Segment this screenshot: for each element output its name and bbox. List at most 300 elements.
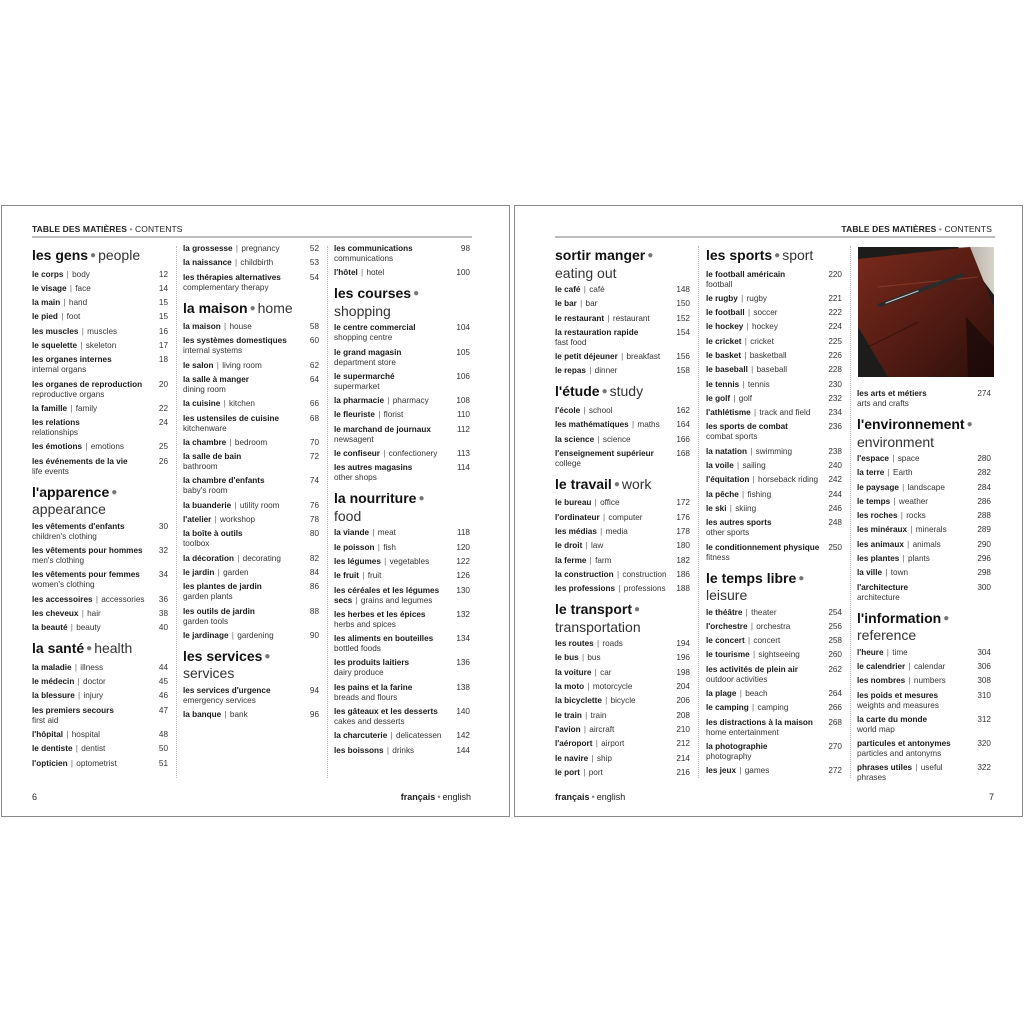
entry-page-number: 288	[977, 511, 991, 521]
section-heading	[857, 417, 991, 450]
entry-page-number: 15	[158, 298, 168, 308]
entry-separator: |	[750, 650, 758, 660]
section-dot: ●	[86, 643, 93, 655]
entry-fr: le poisson	[334, 542, 375, 552]
toc-entry	[706, 665, 842, 685]
entry-page-number: 26	[158, 456, 168, 466]
entry-fr: les poids et mesures	[857, 690, 938, 700]
entry-separator: |	[908, 525, 915, 535]
entry-page-number: 18	[158, 355, 168, 365]
entry-separator: |	[360, 571, 367, 581]
section-heading	[706, 248, 842, 266]
entry-en: beauty	[76, 623, 101, 633]
entry-page-number: 38	[158, 608, 168, 618]
section-title-fr: sortir manger	[555, 247, 646, 263]
toc-entry	[183, 375, 319, 395]
entry-fr: les organes internes	[32, 355, 112, 365]
toc-entry	[183, 476, 319, 496]
toc-entry	[555, 739, 690, 749]
section-heading	[334, 286, 470, 319]
entry-page-number: 300	[977, 582, 991, 592]
entry-fr: la boîte à outils	[183, 529, 243, 539]
entry-en: architecture	[857, 592, 900, 602]
entry-fr: la cuisine	[183, 399, 221, 409]
toc-entry	[183, 438, 319, 448]
entry-fr: la buanderie	[183, 500, 232, 510]
toc-entry	[32, 609, 168, 619]
entry-fr: la banque	[183, 710, 222, 720]
toc-entry	[183, 710, 319, 720]
toc-entry	[183, 452, 319, 472]
entry-page-number: 17	[158, 340, 168, 350]
entry-page-number: 78	[309, 515, 319, 525]
entry-fr: le marchand de journaux	[334, 424, 431, 434]
entry-en: aircraft	[589, 724, 615, 734]
toc-entry	[857, 454, 991, 464]
entry-separator: |	[233, 244, 241, 253]
toc-entry	[555, 696, 690, 706]
entry-separator: |	[600, 512, 608, 522]
section-heading	[555, 384, 690, 402]
entry-fr: les aliments en bouteilles	[334, 634, 434, 644]
toc-entry	[334, 449, 470, 459]
toc-entry	[555, 498, 690, 508]
entry-page-number: 225	[828, 336, 842, 346]
entry-en: fishing	[747, 489, 772, 499]
entry-page-number: 224	[828, 322, 842, 332]
entry-fr: la famille	[32, 403, 68, 413]
entry-en: sightseeing	[758, 650, 800, 660]
toc-entry	[706, 504, 842, 514]
entry-fr: le camping	[706, 703, 749, 713]
entry-fr: les professions	[555, 584, 616, 594]
toc-entry	[706, 475, 842, 485]
entry-fr: l'ordinateur	[555, 512, 600, 522]
entry-separator: |	[577, 299, 585, 309]
entry-page-number: 236	[828, 422, 842, 432]
entry-en: bottled foods	[334, 644, 381, 654]
toc-entry	[857, 715, 991, 735]
entry-fr: le paysage	[857, 482, 899, 492]
toc-entry	[334, 396, 470, 406]
entry-en: games	[744, 766, 770, 776]
toc-entry	[183, 244, 319, 254]
entry-page-number: 156	[676, 352, 690, 362]
section-title-fr: le transport	[555, 601, 633, 618]
entry-en: roads	[602, 639, 623, 649]
toc-entry	[183, 686, 319, 706]
toc-entry	[32, 404, 168, 414]
toc-entry	[857, 554, 991, 564]
toc-entry	[334, 731, 470, 741]
entry-page-number: 136	[456, 658, 470, 668]
entry-fr: les animaux	[857, 539, 904, 549]
entry-fr: le train	[555, 710, 582, 720]
entry-page-number: 82	[309, 553, 319, 563]
toc-entry	[32, 327, 168, 337]
entry-separator: |	[93, 594, 101, 604]
section-dot: ●	[647, 250, 654, 261]
entry-en: dairy produce	[334, 668, 384, 678]
entry-en: particles and antonyms	[857, 749, 942, 759]
toc-entry	[183, 273, 319, 293]
entry-separator: |	[222, 710, 229, 720]
running-header	[841, 224, 992, 234]
toc-entry	[857, 691, 991, 711]
toc-entry	[32, 691, 168, 701]
entry-separator: |	[586, 366, 594, 376]
entry-page-number: 25	[158, 442, 168, 452]
entry-separator: |	[221, 399, 229, 409]
section-title-en: food	[334, 507, 362, 524]
section-title-en: reference	[857, 627, 917, 644]
entry-fr: les activités de plein air	[706, 664, 798, 674]
entry-page-number: 258	[828, 636, 842, 646]
section-title-fr: le travail	[555, 475, 612, 492]
entry-page-number: 66	[309, 399, 319, 409]
entry-page-number: 220	[828, 269, 842, 279]
entry-page-number: 238	[828, 446, 842, 456]
entry-fr: le confiseur	[334, 449, 380, 459]
entry-fr: le fleuriste	[334, 410, 375, 420]
entry-en: soccer	[753, 308, 778, 318]
entry-fr: le squelette	[32, 340, 78, 350]
entry-en: fitness	[706, 552, 730, 562]
entry-separator: |	[745, 308, 753, 318]
toc-entry	[334, 268, 470, 278]
entry-separator: |	[79, 608, 87, 618]
entry-separator: |	[750, 475, 758, 485]
toc-entry	[32, 546, 168, 566]
entry-separator: |	[747, 446, 755, 456]
entry-fr: le jardin	[183, 567, 215, 577]
entry-separator: |	[738, 293, 746, 303]
entry-page-number: 274	[977, 389, 991, 398]
entry-en: car	[600, 667, 612, 677]
entry-en: rocks	[906, 511, 926, 521]
entry-page-number: 106	[456, 371, 470, 381]
entry-separator: |	[597, 526, 605, 536]
entry-en: camping	[757, 703, 789, 713]
toc-column-1	[555, 244, 690, 782]
entry-page-number: 72	[309, 452, 319, 462]
entry-fr: l'athlétisme	[706, 408, 751, 418]
section-heading	[555, 602, 690, 635]
entry-fr: le football	[706, 308, 745, 318]
entry-fr: la plage	[706, 689, 737, 699]
entry-fr: les outils de jardin	[183, 606, 255, 616]
entry-fr: l'hôtel	[334, 268, 358, 278]
entry-en: school	[588, 405, 613, 415]
entry-separator: |	[614, 569, 622, 579]
toc-column-3	[334, 244, 470, 760]
entry-fr: la natation	[706, 446, 747, 456]
entry-separator: |	[744, 322, 752, 332]
section-heading	[32, 248, 168, 266]
entry-en: complementary therapy	[183, 282, 269, 292]
entry-en: fast food	[555, 337, 587, 347]
toc-column-1	[32, 244, 168, 773]
entry-fr: la blessure	[32, 691, 75, 701]
entry-page-number: 126	[456, 571, 470, 581]
section-dot: ●	[774, 250, 781, 261]
toc-entry	[334, 586, 470, 606]
entry-page-number: 53	[309, 258, 319, 268]
section-dot: ●	[613, 478, 620, 490]
entry-en: world map	[857, 724, 895, 734]
entry-page-number: 138	[456, 682, 470, 692]
entry-en: florist	[383, 410, 404, 420]
toc-entry	[555, 711, 690, 721]
entry-page-number: 64	[309, 374, 319, 384]
toc-entry	[334, 410, 470, 420]
entry-page-number: 12	[158, 269, 168, 279]
entry-fr: le grand magasin	[334, 347, 402, 357]
toc-entry	[857, 739, 991, 759]
entry-separator: |	[212, 515, 220, 525]
toc-entry	[555, 682, 690, 692]
entry-page-number: 266	[828, 703, 842, 713]
toc-entry	[334, 658, 470, 678]
entry-separator: |	[585, 682, 592, 692]
entry-separator: |	[381, 556, 389, 566]
toc-entry	[555, 328, 690, 348]
entry-en: garden plants	[183, 592, 233, 602]
entry-en: orchestra	[756, 621, 791, 631]
entry-fr: le dentiste	[32, 744, 73, 754]
section-title-en: study	[609, 383, 644, 400]
entry-separator: |	[358, 268, 366, 278]
section-heading	[857, 611, 991, 644]
entry-fr: le salon	[183, 360, 214, 370]
entry-separator: |	[73, 744, 81, 754]
footer-fr: français	[400, 792, 436, 802]
entry-page-number: 144	[456, 745, 470, 755]
entry-en: train	[590, 710, 607, 720]
entry-separator: |	[370, 528, 377, 538]
column-separator	[698, 246, 699, 778]
toc-entry	[555, 668, 690, 678]
entry-separator: |	[380, 449, 388, 459]
toc-entry	[32, 298, 168, 308]
entry-separator: |	[72, 662, 80, 672]
entry-en: dining room	[183, 384, 226, 394]
entry-page-number: 88	[309, 606, 319, 616]
page-number: 6	[32, 792, 38, 802]
entry-en: dentist	[81, 744, 106, 754]
toc-entry	[706, 718, 842, 738]
toc-entry	[32, 744, 168, 754]
entry-en: outdoor activities	[706, 674, 768, 684]
entry-separator: |	[595, 434, 602, 444]
entry-fr: le médecin	[32, 677, 75, 687]
language-footer	[555, 792, 625, 802]
section-dot: ●	[418, 493, 425, 505]
entry-page-number: 248	[828, 518, 842, 528]
entry-fr: les mathématiques	[555, 420, 629, 430]
entry-page-number: 22	[158, 403, 168, 413]
entry-page-number: 270	[828, 741, 842, 751]
entry-separator: |	[740, 379, 747, 389]
toc-entry	[857, 525, 991, 535]
entry-page-number: 74	[309, 476, 319, 486]
toc-entry	[706, 447, 842, 457]
header-rule	[32, 236, 472, 238]
entry-en: skiing	[735, 503, 757, 513]
entry-page-number: 15	[158, 312, 168, 322]
toc-entry	[857, 763, 991, 783]
toc-entry	[334, 244, 470, 264]
entry-en: bedroom	[234, 437, 268, 447]
language-footer	[401, 792, 471, 802]
entry-fr: les accessoires	[32, 594, 93, 604]
entry-separator: |	[234, 553, 242, 563]
entry-en: living room	[222, 360, 262, 370]
entry-fr: l'espace	[857, 454, 889, 463]
entry-separator: |	[592, 498, 600, 508]
entry-fr: la voiture	[555, 667, 592, 677]
toc-entry	[555, 556, 690, 566]
running-header	[32, 224, 183, 234]
entry-fr: les organes de reproduction	[32, 379, 143, 389]
entry-separator: |	[375, 410, 383, 420]
entry-en: house	[229, 322, 252, 332]
entry-fr: phrases utiles	[857, 763, 913, 773]
entry-page-number: 304	[977, 647, 991, 657]
entry-separator: |	[891, 496, 898, 506]
entry-en: bus	[587, 653, 601, 663]
entry-fr: la viande	[334, 528, 370, 538]
entry-en: baseball	[756, 365, 788, 375]
entry-separator: |	[375, 542, 383, 552]
section-title-en: shopping	[334, 302, 391, 319]
entry-page-number: 232	[828, 393, 842, 403]
toc-entry	[857, 662, 991, 672]
toc-entry	[706, 351, 842, 361]
section-title-fr: les sports	[706, 247, 773, 263]
entry-en: minerals	[915, 525, 947, 535]
entry-separator: |	[64, 269, 72, 279]
toc-entry	[183, 258, 319, 268]
entry-page-number: 244	[828, 489, 842, 499]
toc-entry	[32, 522, 168, 542]
toc-entry	[857, 468, 991, 478]
entry-fr: l'opticien	[32, 758, 68, 768]
entry-fr: les herbes et les épices	[334, 609, 426, 619]
toc-entry	[183, 322, 319, 332]
section-title-fr: les services	[183, 647, 263, 664]
entry-fr: le pied	[32, 312, 58, 322]
entry-en: rugby	[746, 293, 768, 303]
entry-separator: |	[745, 636, 753, 646]
entry-en: landscape	[907, 482, 945, 492]
entry-separator: |	[232, 500, 239, 510]
entry-en: track and field	[759, 408, 811, 418]
toc-entry	[183, 631, 319, 641]
section-heading	[706, 571, 842, 604]
entry-en: golf	[738, 393, 752, 403]
entry-page-number: 308	[977, 676, 991, 686]
toc-entry	[706, 636, 842, 646]
section-heading	[32, 485, 168, 518]
entry-en: breakfast	[626, 352, 661, 362]
entry-page-number: 24	[158, 418, 168, 428]
entry-page-number: 140	[456, 707, 470, 717]
entry-en: emergency services	[183, 695, 256, 705]
entry-fr: le repas	[555, 366, 586, 376]
entry-fr: les communications	[334, 244, 413, 253]
entry-separator: |	[748, 621, 756, 631]
entry-page-number: 320	[977, 739, 991, 749]
toc-entry	[183, 399, 319, 409]
toc-entry	[706, 766, 842, 776]
entry-separator: |	[906, 661, 913, 671]
entry-en: reproductive organs	[32, 389, 105, 399]
entry-fr: les arts et métiers	[857, 389, 927, 398]
entry-en: supermarket	[334, 381, 380, 391]
entry-fr: le conditionnement physique	[706, 542, 820, 552]
entry-page-number: 198	[676, 667, 690, 677]
entry-page-number: 34	[158, 570, 168, 580]
toc-entry	[183, 515, 319, 525]
toc-entry	[555, 352, 690, 362]
entry-page-number: 30	[158, 521, 168, 531]
entry-en: grains and legumes	[360, 595, 433, 605]
toc-entry	[857, 568, 991, 578]
entry-en: drinks	[392, 745, 415, 755]
entry-page-number: 172	[676, 498, 690, 508]
entry-fr: les jeux	[706, 766, 737, 776]
entry-page-number: 289	[977, 525, 991, 535]
entry-en: delicatessen	[395, 731, 442, 741]
entry-page-number: 47	[158, 705, 168, 715]
entry-page-number: 214	[676, 753, 690, 763]
entry-fr: les autres sports	[706, 518, 772, 528]
entry-page-number: 260	[828, 650, 842, 660]
entry-en: pregnancy	[241, 244, 280, 253]
header-dot: •	[938, 224, 945, 234]
entry-en: media	[605, 526, 628, 536]
entry-page-number: 105	[456, 347, 470, 357]
header-fr: TABLE DES MATIÈRES	[841, 224, 937, 234]
entry-page-number: 180	[676, 541, 690, 551]
entry-fr: la salle de bain	[183, 452, 242, 462]
entry-fr: les minéraux	[857, 525, 908, 535]
toc-entry	[706, 394, 842, 404]
entry-fr: le fruit	[334, 571, 360, 581]
entry-fr: le baseball	[706, 365, 748, 375]
entry-fr: la pharmacie	[334, 396, 385, 406]
toc-entry	[334, 746, 470, 756]
entry-en: kitchen	[229, 399, 255, 409]
entry-en: cricket	[750, 336, 774, 346]
entry-separator: |	[75, 691, 83, 701]
entry-separator: |	[731, 393, 738, 403]
toc-entry	[555, 299, 690, 309]
entry-en: relationships	[32, 428, 78, 438]
entry-fr: la chambre	[183, 437, 227, 447]
entry-en: first aid	[32, 715, 59, 725]
entry-fr: le port	[555, 767, 581, 777]
entry-fr: les services d'urgence	[183, 685, 271, 695]
entry-fr: les relations	[32, 418, 80, 428]
entry-en: injury	[83, 691, 104, 701]
entry-page-number: 154	[676, 327, 690, 337]
entry-en: meat	[377, 528, 396, 538]
entry-en: body	[72, 269, 90, 279]
toc-entry	[706, 490, 842, 500]
entry-en: law	[590, 541, 604, 551]
